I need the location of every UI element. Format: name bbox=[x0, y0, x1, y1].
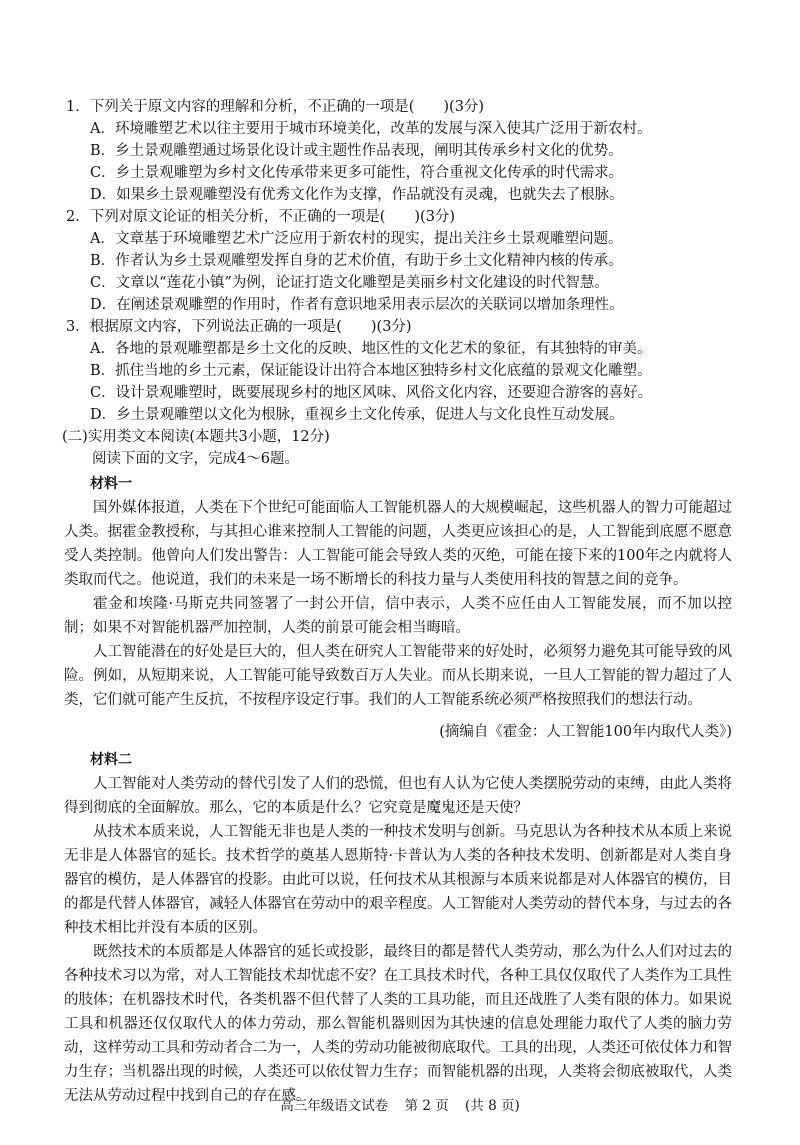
question-3 bbox=[64, 316, 732, 426]
paragraph: 人工智能对人类劳动的替代引发了人们的恐慌，但也有人认为它使人类摆脱劳动的束缚，由此人类将得到彻底的全面解放。那么，它的本质是什么？它究竟是魔鬼还是天使？ bbox=[64, 776, 732, 816]
option-b: B．作者认为乡土景观雕塑发挥自身的艺术价值，有助于乡土文化精神内核的传承。 bbox=[90, 253, 623, 269]
paragraph: 国外媒体报道，人类在下个世纪可能面临人工智能机器人的大规模崛起，这些机器人的智力可能超过人类。据霍金教授称，与其担心谁来控制人工智能的问题，人类更应该担心的是，人工智能到底愿不愿意受人类控制。他曾向人们发出警告：人工智能可能会导致人类的灭绝，可能在接下来的100年之内就将人类取而代之。他说道，我们的未来是一场不断增长的科技力量与人类使用科技的智慧之间的竞争。 bbox=[64, 500, 732, 588]
option-c: C．设计景观雕塑时，既要展现乡村的地区风味、风俗文化内容，还要迎合游客的喜好。 bbox=[90, 385, 653, 401]
material-title: 材料二 bbox=[90, 752, 132, 768]
paragraph: 既然技术的本质都是人体器官的延长或投影，最终目的都是替代人类劳动，那么为什么人们对过去的各种技术习以为常，对人工智能技术却忧虑不安？在工具技术时代，各种工具仅仅取代了人类作为工具性的肢体；在机器技术时代，各类机器不但代替了人类的工具功能，而且还战胜了人类有限的体力。如果说工具和机器还仅仅取代人的体力劳动，那么智能机器则因为其快速的信息处理能力取代了人类的脑力劳动，这样劳动工具和劳动者合二为一，人类的劳动功能被彻底取代。工具的出现，人类还可依仗体力和智力生存；当机器出现的时候，人类还可以依仗智力生存；而智能机器的出现，人类将会彻底被取代，人类无法从劳动过程中找到自己的存在感。 bbox=[64, 944, 732, 1104]
page-number: 第 2 页 bbox=[404, 1098, 449, 1114]
option-a: A．环境雕塑艺术以往主要用于城市环境美化，改革的发展与深入使其广泛用于新农村。 bbox=[90, 121, 652, 137]
question-2 bbox=[64, 206, 732, 316]
material-title: 材料一 bbox=[90, 476, 132, 492]
material-2 bbox=[64, 748, 732, 1108]
option-d: D．在阐述景观雕塑的作用时，作者有意识地采用表示层次的关联词以增加条理性。 bbox=[90, 297, 624, 313]
option-c: C．文章以“莲花小镇”为例，论证打造文化雕塑是美丽乡村文化建设的时代智慧。 bbox=[90, 275, 609, 291]
source-citation: (摘编自《霍金：人工智能100年内取代人类》) bbox=[439, 724, 732, 740]
section-heading: (二)实用类文本阅读(本题共3小题，12分) bbox=[62, 429, 330, 445]
question-stem: 1．下列关于原文内容的理解和分析，不正确的一项是( )(3分) bbox=[66, 99, 485, 115]
question-stem: 3．根据原文内容，下列说法正确的一项是( )(3分) bbox=[66, 319, 412, 335]
paragraph: 从技术本质来说，人工智能无非也是人类的一种技术发明与创新。马克思认为各种技术从本质上来说无非是人体器官的延长。技术哲学的奠基人恩斯特·卡普认为人类的各种技术发明、创新都是对人类自身器官的模仿，是人体器官的投影。由此可以说，任何技术从其根源与本质来说都是对人体器官的模仿，目的都是代替人体器官，减轻人体器官在劳动中的艰辛程度。人工智能对人类劳动的替代本身，与过去的各种技术相比并没有本质的区别。 bbox=[64, 824, 732, 936]
option-b: B．乡土景观雕塑通过场景化设计或主题性作品表现，阐明其传承乡村文化的优势。 bbox=[90, 143, 623, 159]
paragraph: 人工智能潜在的好处是巨大的，但人类在研究人工智能带来的好处时，必须努力避免其可能导致的风险。例如，从短期来说，人工智能可能导致数百万人失业。而从长期来说，一旦人工智能的智力超过了人类，它们就可能产生反抗，不按程序设定行事。我们的人工智能系统必须严格按照我们的想法行动。 bbox=[64, 644, 732, 708]
page-footer bbox=[0, 1094, 800, 1114]
paragraph: 霍金和埃隆·马斯克共同签署了一封公开信，信中表示，人类不应任由人工智能发展，而不加以控制；如果不对智能机器严加控制，人类的前景可能会相当晦暗。 bbox=[64, 596, 732, 636]
material-1 bbox=[64, 472, 732, 744]
option-d: D．如果乡土景观雕塑没有优秀文化作为支撑，作品就没有灵魂，也就失去了根脉。 bbox=[90, 187, 624, 203]
option-c: C．乡土景观雕塑为乡村文化传承带来更多可能性，符合重视文化传承的时代需求。 bbox=[90, 165, 624, 181]
option-a: A．文章基于环境雕塑艺术广泛应用于新农村的现实，提出关注乡土景观雕塑问题。 bbox=[90, 231, 623, 247]
question-1 bbox=[64, 96, 732, 206]
option-a: A．各地的景观雕塑都是乡土文化的反映、地区性的文化艺术的象征，有其独特的审美。 bbox=[90, 341, 652, 357]
option-d: D．乡土景观雕塑以文化为根脉，重视乡土文化传承，促进人与文化良性互动发展。 bbox=[90, 407, 624, 423]
question-stem: 2．下列对原文论证的相关分析，不正确的一项是( )(3分) bbox=[66, 209, 456, 225]
page-total: (共 8 页) bbox=[465, 1098, 520, 1114]
section-instruction: 阅读下面的文字，完成4～6题。 bbox=[92, 451, 299, 467]
exam-name: 高三年级语文试卷 bbox=[280, 1098, 389, 1114]
option-b: B．抓住当地的乡土元素，保证能设计出符合本地区独特乡村文化底蕴的景观文化雕塑。 bbox=[90, 363, 652, 379]
